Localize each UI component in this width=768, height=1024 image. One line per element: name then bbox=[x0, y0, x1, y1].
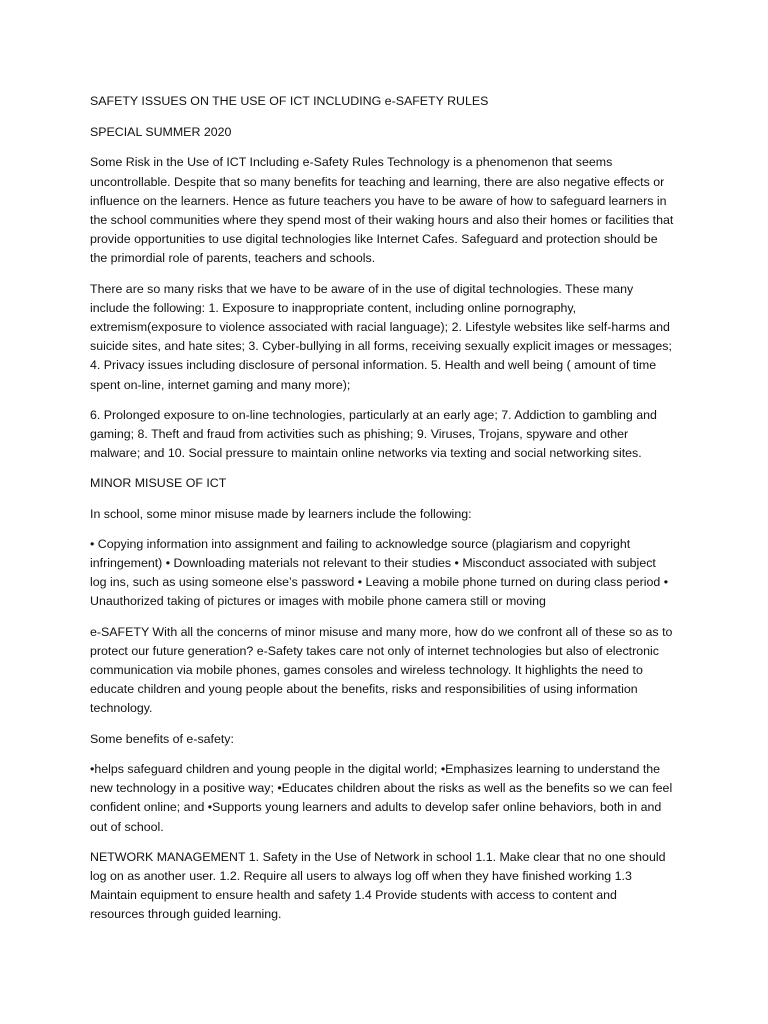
section-heading-minor-misuse: MINOR MISUSE OF ICT bbox=[90, 476, 227, 491]
paragraph-intro: Some Risk in the Use of ICT Including e-Safety Rules Technology is a phenomenon that seems uncontrollable. Despite that so many benefits for teaching and learning, there are also negative effects or influence on the learners. Hence as future teachers you have to be aware of how to safeguard learners in the school communities where they spend most of their waking hours and also their homes or facilities that provide opportunities to use digital technologies like Internet Cafes. Safeguard and protection should be the primordial role of parents, teachers and schools. bbox=[90, 155, 674, 266]
paragraph-e-safety: e-SAFETY With all the concerns of minor misuse and many more, how do we confront all of these so as to protect our future generation? e-Safety takes care not only of internet technologies but also of electronic communication via mobile phones, games consoles and wireless technology. It highlights the need to educate children and young people about the benefits, risks and responsibilities of using information technology. bbox=[90, 624, 673, 716]
document-body bbox=[90, 92, 674, 936]
paragraph-network-management: NETWORK MANAGEMENT 1. Safety in the Use of Network in school 1.1. Make clear that no one should log on as another user. 1.2. Require all users to always log off when they have finished working 1.3 Maintain equipment to ensure health and safety 1.4 Provide students with access to content and resources through guided learning. bbox=[90, 849, 666, 922]
paragraph-risks-continued: 6. Prolonged exposure to on-line technologies, particularly at an early age; 7. Addiction to gambling and gaming; 8. Theft and fraud from activities such as phishing; 9. Viruses, Trojans, spyware and other malware; and 10. Social pressure to maintain online networks via texting and social networking sites. bbox=[90, 407, 657, 461]
paragraph-minor-misuse-intro: In school, some minor misuse made by learners include the following: bbox=[90, 506, 472, 521]
paragraph-minor-misuse-list: • Copying information into assignment and failing to acknowledge source (plagiarism and copyright infringement) • Downloading materials not relevant to their studies • Misconduct associated with subject log ins, such as using someone else’s password • Leaving a mobile phone turned on during class period • Unauthorized taking of pictures or images with mobile phone camera still or moving bbox=[90, 536, 669, 609]
paragraph-benefits-list: •helps safeguard children and young people in the digital world; •Emphasizes learning to understand the new technology in a positive way; •Educates children about the risks as well as the benefits so we can feel confident online; and •Supports young learners and adults to develop safer online behaviors, both in and out of school. bbox=[90, 761, 673, 834]
paragraph-benefits-heading: Some benefits of e-safety: bbox=[90, 731, 234, 746]
document-subtitle: SPECIAL SUMMER 2020 bbox=[90, 125, 232, 140]
document-title: SAFETY ISSUES ON THE USE OF ICT INCLUDING e-SAFETY RULES bbox=[90, 94, 489, 108]
paragraph-risks: There are so many risks that we have to be aware of in the use of digital technologies. These many include the following: 1. Exposure to inappropriate content, including online pornography, extremism(exposure to violence associated with racial language); 2. Lifestyle websites like self-harms and suicide sites, and hate sites; 3. Cyber-bullying in all forms, receiving sexually explicit images or messages; 4. Privacy issues including disclosure of personal information. 5. Health and well being ( amount of time spent on-line, internet gaming and many more); bbox=[90, 281, 672, 392]
